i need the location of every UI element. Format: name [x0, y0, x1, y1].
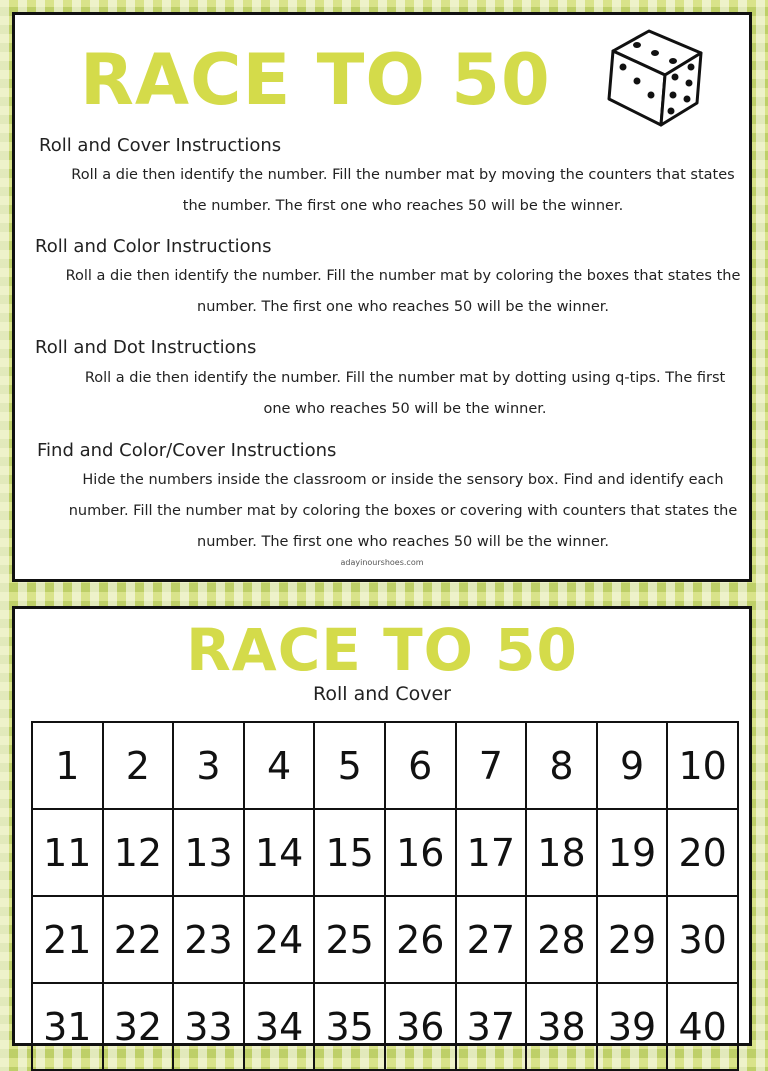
- number-cell[interactable]: 40: [668, 984, 739, 1071]
- number-cell[interactable]: 7: [457, 723, 528, 810]
- section-title-roll-dot: Roll and Dot Instructions: [35, 337, 257, 358]
- number-cell[interactable]: 38: [527, 984, 598, 1071]
- section-title-find-color-cover: Find and Color/Cover Instructions: [37, 440, 337, 461]
- number-cell[interactable]: 19: [598, 810, 669, 897]
- number-cell[interactable]: 35: [315, 984, 386, 1071]
- mat-subtitle: Roll and Cover: [313, 683, 451, 705]
- number-cell[interactable]: 23: [174, 897, 245, 984]
- mat-title: RACE TO 50: [186, 616, 578, 684]
- section-title-roll-color: Roll and Color Instructions: [35, 236, 272, 257]
- section-body-roll-cover: Roll a die then identify the number. Fill the number mat by moving the counters that states the number. The first one who reaches 50 will be the winner.: [71, 167, 735, 214]
- number-cell[interactable]: 29: [598, 897, 669, 984]
- number-cell[interactable]: 9: [598, 723, 669, 810]
- number-cell[interactable]: 12: [104, 810, 175, 897]
- footer-url: adayinourshoes.com: [340, 558, 424, 567]
- number-cell[interactable]: 22: [104, 897, 175, 984]
- number-cell[interactable]: 26: [386, 897, 457, 984]
- number-cell[interactable]: 39: [598, 984, 669, 1071]
- section-body-roll-color: Roll a die then identify the number. Fill the number mat by coloring the boxes that states the number. The first one who reaches 50 will be the winner.: [65, 268, 741, 315]
- number-cell[interactable]: 21: [33, 897, 104, 984]
- dice-icon: [603, 23, 711, 133]
- number-cell[interactable]: 37: [457, 984, 528, 1071]
- number-cell[interactable]: 24: [245, 897, 316, 984]
- number-cell[interactable]: 17: [457, 810, 528, 897]
- number-cell[interactable]: 34: [245, 984, 316, 1071]
- number-cell[interactable]: 32: [104, 984, 175, 1071]
- number-cell[interactable]: 31: [33, 984, 104, 1071]
- number-cell[interactable]: 27: [457, 897, 528, 984]
- number-cell[interactable]: 3: [174, 723, 245, 810]
- number-cell[interactable]: 2: [104, 723, 175, 810]
- number-cell[interactable]: 30: [668, 897, 739, 984]
- number-cell[interactable]: 4: [245, 723, 316, 810]
- instructions-card: [12, 12, 752, 582]
- number-cell[interactable]: 25: [315, 897, 386, 984]
- number-cell[interactable]: 14: [245, 810, 316, 897]
- number-cell[interactable]: 11: [33, 810, 104, 897]
- number-cell[interactable]: 15: [315, 810, 386, 897]
- page-title: RACE TO 50: [80, 39, 551, 121]
- number-cell[interactable]: 33: [174, 984, 245, 1071]
- number-cell[interactable]: 5: [315, 723, 386, 810]
- number-cell[interactable]: 16: [386, 810, 457, 897]
- number-cell[interactable]: 36: [386, 984, 457, 1071]
- number-grid: [31, 721, 739, 1071]
- number-cell[interactable]: 10: [668, 723, 739, 810]
- number-mat-card: [12, 606, 752, 1049]
- number-cell[interactable]: 6: [386, 723, 457, 810]
- number-cell[interactable]: 13: [174, 810, 245, 897]
- number-cell[interactable]: 1: [33, 723, 104, 810]
- number-cell[interactable]: 8: [527, 723, 598, 810]
- number-cell[interactable]: 18: [527, 810, 598, 897]
- section-body-find-color-cover: Hide the numbers inside the classroom or inside the sensory box. Find and identify each number. Fill the number mat by coloring the boxes or covering with counters that states the number. The first one who reaches 50 will be the winner.: [68, 472, 738, 550]
- number-cell[interactable]: 20: [668, 810, 739, 897]
- section-body-roll-dot: Roll a die then identify the number. Fill the number mat by dotting using q-tips. The first one who reaches 50 will be the winner.: [84, 370, 726, 417]
- section-title-roll-cover: Roll and Cover Instructions: [39, 135, 282, 156]
- number-cell[interactable]: 28: [527, 897, 598, 984]
